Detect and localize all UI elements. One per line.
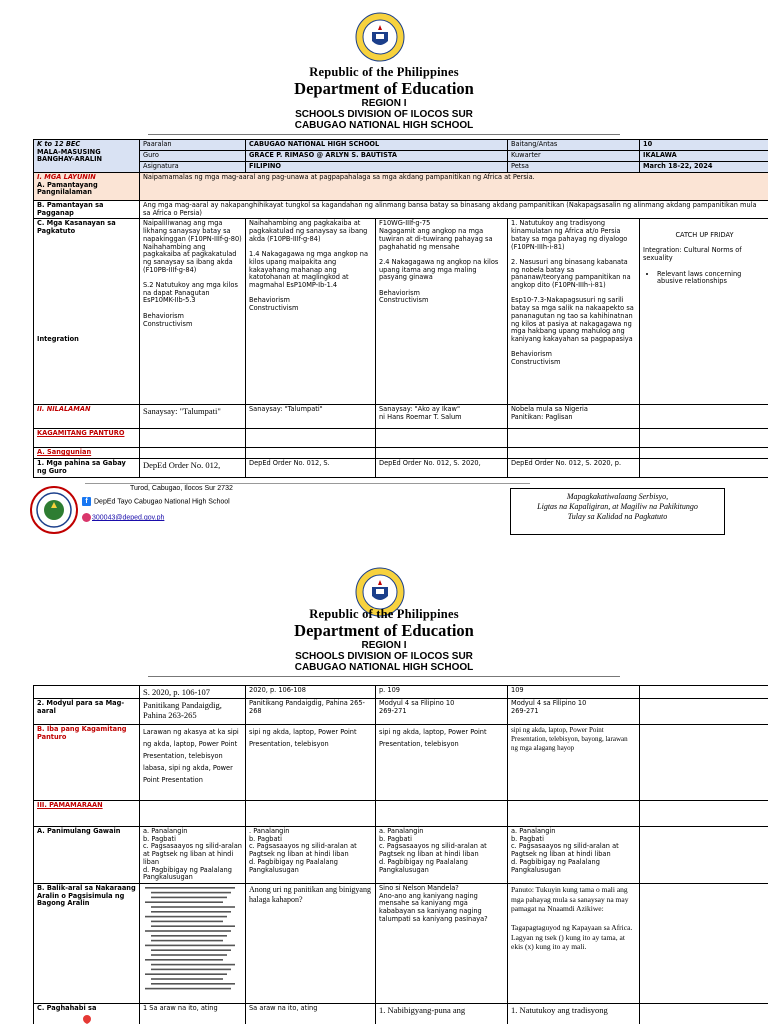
empty-cell: [376, 801, 508, 827]
letterhead: [0, 65, 768, 135]
asignatura-value: FILIPINO: [246, 162, 508, 173]
pamamaraan-label: III. PAMAMARAAN: [37, 801, 103, 809]
republic-heading: Republic of the Philippines: [309, 607, 459, 621]
empty-cell: [640, 725, 768, 801]
cont-day2: 2020, p. 106-108: [246, 686, 376, 699]
empty-cell: [246, 801, 376, 827]
catch-up-title: CATCH UP FRIDAY: [675, 231, 734, 240]
lesson-plan-table: [33, 139, 768, 478]
pamantayang-value: Naipamamalas ng mga mag-aaral ang pag-unawa at pagpapahalaga sa mga akdang pampanitikan ng Africa at Persia.: [140, 173, 768, 201]
school-heading: CABUGAO NATIONAL HIGH SCHOOL: [294, 662, 474, 673]
scan-text-line: [151, 949, 231, 951]
iba-label-cell: [34, 725, 140, 801]
pamantayang-label: A. Pamantayang Pangnilalaman: [37, 180, 98, 197]
petsa-label: Petsa: [508, 162, 640, 173]
empty-cell: [246, 429, 376, 448]
integration-label: Integration: [37, 334, 79, 343]
catch-up-integration: Integration: Cultural Norms of sexuality: [643, 246, 742, 262]
paaralan-label: Paaralan: [140, 140, 246, 151]
kasanayan-day1: Naipaliliwanag ang mga likhang sanaysay batay sa napakinggan (F10PN-IIIf-g-80) Naihahambing ang pagkakaiba at pagkakatulad ng sanaysay sa ibang akda (F10PB-IIIf-g-84) S.2 Natutukoy ang mga kilos na dapat Panagutan EsP10MK-IIb-5.3 Behaviorism Constructivism: [140, 219, 246, 405]
scan-text-line: [151, 925, 235, 927]
nilalaman-day5: [640, 405, 768, 429]
pahina-day4: DepEd Order No. 012, S. 2020, p.: [508, 459, 640, 477]
scan-text-line: [151, 964, 235, 966]
plan-type-label: MALA-MASUSING BANGHAY-ARALIN: [37, 147, 103, 164]
modyul-day3: Modyul 4 sa Filipino 10 269-271: [376, 699, 508, 725]
scan-text-line: [151, 906, 235, 908]
email-icon: [82, 513, 91, 522]
pahina-label: 1. Mga pahina sa Gabay ng Guro: [34, 459, 140, 477]
panimula-day1: a. Panalangin b. Pagbati c. Pagsasaayos ng silid-aralan at Pagtsek ng liban at hindi liban d. Pagbibigay ng Paalalang Pangkalusugan: [140, 827, 246, 884]
pagganap-value: Ang mga mag-aaral ay nakapanghihikayat tungkol sa kagandahan ng alinmang bansa batay sa binasang akdang pampanitikan (Nakapagsasalin ng alinmang akdang pampanitikan mula sa Africa o Persia): [140, 201, 768, 219]
scan-text-line: [151, 969, 231, 971]
email-text: 300043@deped.gov.ph: [92, 514, 165, 522]
paghahabi-day2: Sa araw na ito, ating: [246, 1003, 376, 1024]
cont-day3: p. 109: [376, 686, 508, 699]
kasanayan-day2: Naihahambing ang pagkakaiba at pagkakatulad ng sanaysay sa ibang akda (F10PB-IIIf-g-84) 1.4 Nakagagawa ng mga angkop na kilos upang maipakita ang kakayahang mahanap ang katotohanan at maglingkod at magmahal EsP10MP-Ib-1.4 Behaviorism Constructivism: [246, 219, 376, 405]
empty-cell: [640, 459, 768, 477]
region-heading: REGION I: [361, 98, 407, 109]
scan-text-line: [151, 940, 223, 942]
iba-label: B. Iba pang Kagamitang Panturo: [37, 725, 127, 741]
scan-text-line: [151, 983, 235, 985]
footer-motto-box: [510, 488, 725, 535]
motto-line-3: Tulay sa Kalidad na Pagkatuto: [567, 512, 668, 521]
empty-cell: [140, 801, 246, 827]
deped-seal-icon: [355, 12, 405, 62]
scan-text-line: [151, 921, 223, 923]
empty-cell: [640, 883, 768, 1003]
panimula-day4: a. Panalangin b. Pagbati c. Pagsasaayos ng silid-aralan at Pagtsek ng liban at hindi liban d. Pagbibigay ng Paalalang Pangkalusugan: [508, 827, 640, 884]
baitang-value: 10: [640, 140, 768, 151]
kasanayan-label: C. Mga Kasanayan sa Pagkatuto: [37, 219, 116, 236]
motto-line-1: Mapagkakatiwalaang Serbisyo,: [566, 492, 669, 501]
guro-label: Guro: [140, 151, 246, 162]
baitang-label: Baitang/Antas: [508, 140, 640, 151]
location-pin-icon: [82, 1015, 92, 1024]
school-heading: CABUGAO NATIONAL HIGH SCHOOL: [294, 120, 474, 131]
nilalaman-day2: Sanaysay: "Talumpati": [246, 405, 376, 429]
kasanayan-day5: [640, 219, 768, 405]
scan-text-line: [151, 978, 223, 980]
letterhead: [0, 607, 768, 677]
kuwarter-value: IKALAWA: [640, 151, 768, 162]
scan-text-line: [145, 916, 227, 918]
iba-day3: sipi ng akda, laptop, Power Point Presentation, telebisyon: [376, 725, 508, 801]
paghahabi-day3: 1. Nabibigyang-puna ang: [376, 1003, 508, 1024]
paghahabi-label: C. Paghahabi sa: [34, 1003, 140, 1024]
nilalaman-label: II. NILALAMAN: [37, 405, 91, 414]
motto-line-2: Ligtas na Kapaligiran, at Magiliw na Pakikitungo: [537, 502, 698, 511]
department-heading: Department of Education: [294, 79, 474, 98]
empty-cell: [508, 429, 640, 448]
layunin-label: I. MGA LAYUNIN: [37, 173, 96, 181]
modyul-day2: Panitikang Pandaigdig, Pahina 265-268: [246, 699, 376, 725]
empty-cell: [640, 686, 768, 699]
empty-cell: [640, 1003, 768, 1024]
empty-cell: [140, 429, 246, 448]
panimula-label: A. Panimulang Gawain: [34, 827, 140, 884]
iba-day2: sipi ng akda, laptop, Power Point Presentation, telebisyon: [246, 725, 376, 801]
guro-value: GRACE P. RIMASO @ ARLYN S. BAUTISTA: [246, 151, 508, 162]
division-heading: SCHOOLS DIVISION OF ILOCOS SUR: [295, 109, 473, 120]
empty-cell: [140, 448, 246, 459]
sanggunian-label: A. Sanggunian: [37, 448, 92, 457]
kagamitang-label: KAGAMITANG PANTURO: [37, 429, 125, 438]
cont-day4: 109: [508, 686, 640, 699]
pamamaraan-label-cell: [34, 801, 140, 827]
header-divider: [148, 676, 620, 677]
region-heading: REGION I: [361, 640, 407, 651]
school-logo-icon: [30, 486, 78, 534]
scan-text-line: [145, 887, 235, 889]
iba-day1: Larawan ng akasya at ka sipi ng akda, laptop, Power Point Presentation, telebisyon labasa, sipi ng akda, Power Point Presentation: [140, 725, 246, 801]
pahina-day1: DepEd Order No. 012,: [140, 459, 246, 477]
scanned-worksheet-icon: [143, 885, 241, 995]
layunin-cell: [34, 173, 140, 201]
facebook-icon: f: [82, 497, 91, 506]
kuwarter-label: Kuwarter: [508, 151, 640, 162]
empty-cell: [640, 429, 768, 448]
kasanayan-day3: F10WG-IIIf-g-75 Nagagamit ang angkop na mga tuwiran at di-tuwirang pahayag sa paghahatid ng mensahe 2.4 Nakagagawa ng angkop na kilos upang itama ang mga maling pasyang ginawa Behaviorism Constructivism: [376, 219, 508, 405]
kagamitang-label-cell: [34, 429, 140, 448]
balik-day3: Sino si Nelson Mandela? Ano-ano ang kaniyang naging mensahe sa kaniyang mga kababayan sa kaniyang naging talumpati sa kaniyang pasinaya?: [376, 883, 508, 1003]
scan-text-line: [151, 897, 227, 899]
footer-divider: [85, 483, 530, 484]
petsa-value: March 18-22, 2024: [640, 162, 768, 173]
scan-text-line: [145, 945, 235, 947]
scan-text-line: [145, 988, 231, 990]
balik-day2: Anong uri ng panitikan ang binigyang halaga kahapon?: [246, 883, 376, 1003]
empty-cell: [376, 448, 508, 459]
facebook-text: DepEd Tayo Cabugao National High School: [94, 498, 230, 506]
header-divider: [148, 134, 620, 135]
lesson-plan-table-continued: [33, 685, 768, 1024]
modyul-day4: Modyul 4 sa Filipino 10 269-271: [508, 699, 640, 725]
empty-cell: [508, 448, 640, 459]
pahina-day3: DepEd Order No. 012, S. 2020,: [376, 459, 508, 477]
balik-day1-scan: [140, 883, 246, 1003]
asignatura-label: Asignatura: [140, 162, 246, 173]
empty-cell: [246, 448, 376, 459]
modyul-day1: Panitikang Pandaigdig, Pahina 263-265: [140, 699, 246, 725]
program-cell: [34, 140, 140, 173]
iba-day4: sipi ng akda, laptop, Power Point Presentation, telebisyon, bayong, larawan ng mga alagang hayop: [508, 725, 640, 801]
sanggunian-label-cell: [34, 448, 140, 459]
program-label: K to 12 BEC: [37, 140, 81, 148]
pahina-day2: DepEd Order No. 012, S.: [246, 459, 376, 477]
cont-day1: S. 2020, p. 106-107: [140, 686, 246, 699]
department-heading: Department of Education: [294, 621, 474, 640]
catch-up-bullet: • Relevant laws concerning abusive relationships: [657, 271, 766, 286]
empty-cell: [640, 801, 768, 827]
empty-cell: [376, 429, 508, 448]
balik-label: B. Balik-aral sa Nakaraang Aralin o Pagsisimula ng Bagong Aralin: [34, 883, 140, 1003]
empty-cell: [34, 686, 140, 699]
scan-text-line: [151, 935, 227, 937]
footer-address: Turod, Cabugao, Ilocos Sur 2732: [130, 485, 233, 492]
page-footer: [0, 478, 768, 538]
balik-day4: Panuto: Tukuyin kung tama o mali ang mga pahayag mula sa sanaysay na may pamagat na Nnaamdi Azikiwe: Tagapagtaguyod ng Kapayaan sa Africa. Lagyan ng tsek () kung ito ay tama, at ekis (x) kung ito ay mali.: [508, 883, 640, 1003]
paghahabi-day1: 1 Sa araw na ito, ating: [140, 1003, 246, 1024]
pagganap-label: B. Pamantayan sa Pagganap: [34, 201, 140, 219]
nilalaman-day1: Sanaysay: "Talumpati": [140, 405, 246, 429]
kasanayan-cell: [34, 219, 140, 405]
scan-text-line: [151, 954, 227, 956]
empty-cell: [640, 827, 768, 884]
scan-text-line: [151, 911, 231, 913]
kasanayan-day4: 1. Natutukoy ang tradisyong kinamulatan ng Africa at/o Persia batay sa mga pahayag ng diyalogo (F10PN-IIIh-i-81) 2. Nasusuri ang binasang kabanata ng nobela batay sa pananaw/teoryang pampanitikan na angkop dito (F10PN-IIIh-i-81) Esp10-7.3-Nakapagsusuri ng sarili batay sa mga salik na nakaapekto sa pananagutan ng tao sa kahihinatnan ng kilos at pasiya at nakagagawa ng mga hakbang upang mahulog ang kaniyang kakayahan sa pagpapasiya Behaviorism Constructivism: [508, 219, 640, 405]
paaralan-value: CABUGAO NATIONAL HIGH SCHOOL: [246, 140, 508, 151]
footer-email-link[interactable]: [82, 513, 164, 522]
panimula-day3: a. Panalangin b. Pagbati c. Pagsasaayos ng silid-aralan at Pagtsek ng liban at hindi liban d. Pagbibigay ng Paalalang Pangkalusugan: [376, 827, 508, 884]
republic-heading: Republic of the Philippines: [309, 65, 459, 79]
panimula-day2: . Panalangin b. Pagbati c. Pagsasaayos ng silid-aralan at Pagtsek ng liban at hindi liban d. Pagbibigay ng Paalalang Pangkalusugan: [246, 827, 376, 884]
division-heading: SCHOOLS DIVISION OF ILOCOS SUR: [295, 651, 473, 662]
empty-cell: [640, 448, 768, 459]
scan-text-line: [151, 892, 231, 894]
empty-cell: [508, 801, 640, 827]
nilalaman-day4: Nobela mula sa Nigeria Panitikan: Paglisan: [508, 405, 640, 429]
scan-text-line: [145, 973, 227, 975]
scan-text-line: [145, 930, 231, 932]
paghahabi-day4: 1. Natutukoy ang tradisyong: [508, 1003, 640, 1024]
scan-text-line: [145, 901, 223, 903]
empty-cell: [640, 699, 768, 725]
nilalaman-day3: Sanaysay: "Ako ay Ikaw" ni Hans Roemar T. Salum: [376, 405, 508, 429]
footer-facebook[interactable]: [82, 497, 230, 506]
modyul-label: 2. Modyul para sa Mag-aaral: [34, 699, 140, 725]
nilalaman-label-cell: [34, 405, 140, 429]
scan-text-line: [145, 959, 223, 961]
